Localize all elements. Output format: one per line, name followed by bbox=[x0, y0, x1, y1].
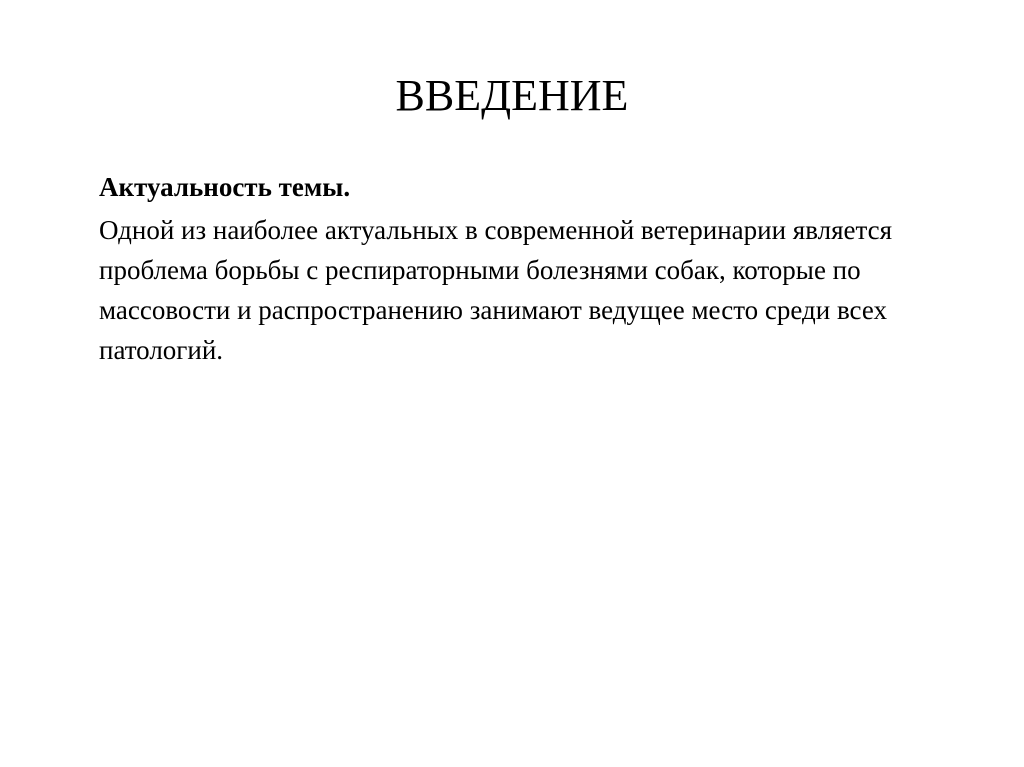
slide-title: ВВЕДЕНИЕ bbox=[395, 71, 629, 120]
section-heading: Актуальность темы. bbox=[99, 172, 351, 202]
body-paragraph: Одной из наиболее актуальных в современной ветеринарии является проблема борьбы с респираторными болезнями собак, которые по массовости и распространению занимают ведущее место среди всех патологий. bbox=[99, 215, 893, 365]
slide-content bbox=[99, 168, 959, 370]
